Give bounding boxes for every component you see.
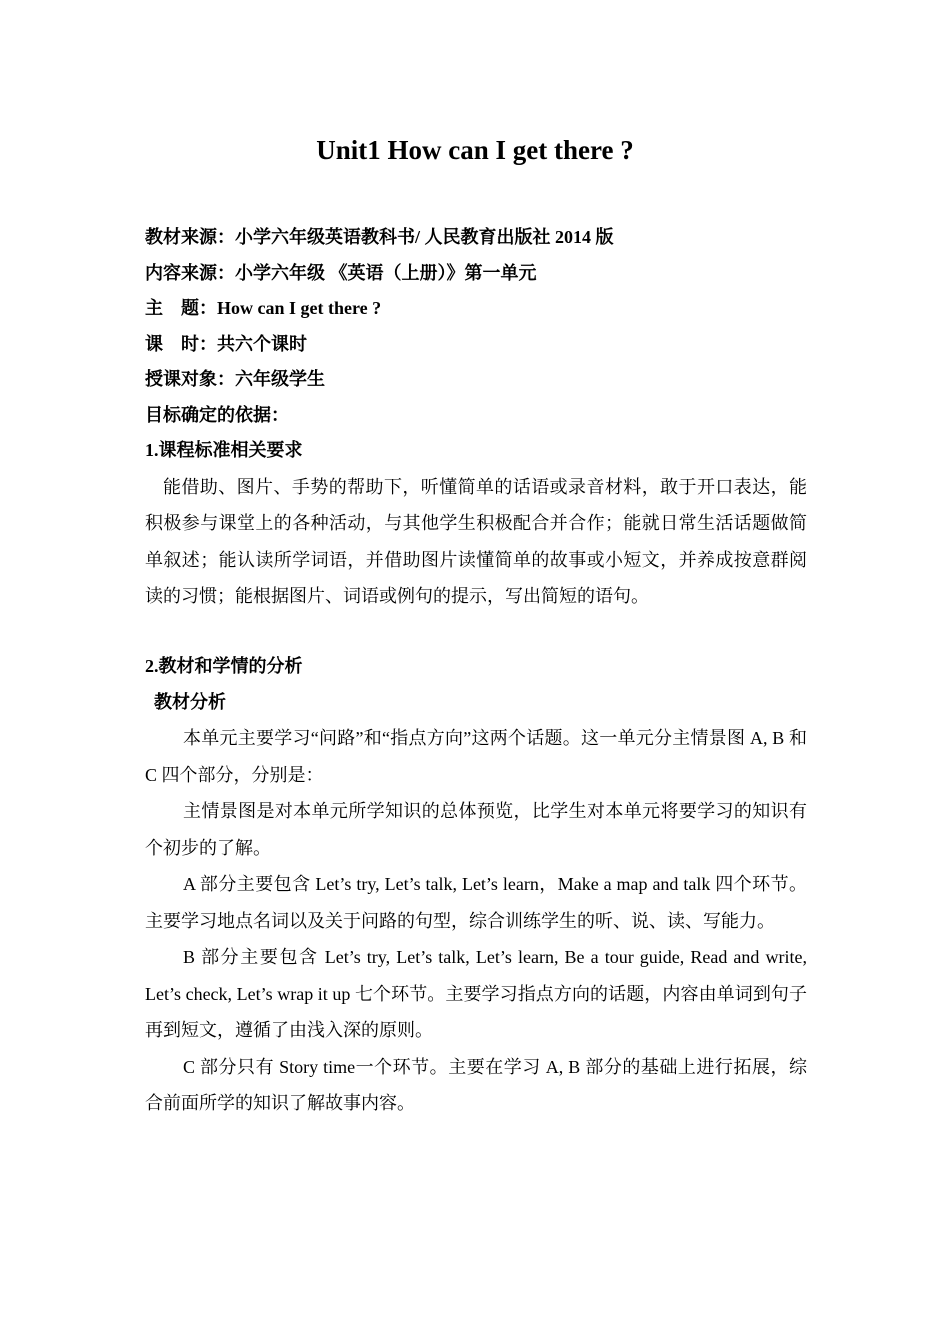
meta-textbook-source <box>145 220 807 256</box>
document-title: Unit1 How can I get there ? <box>316 135 634 165</box>
meta-topic <box>145 291 807 327</box>
section2-paragraph-part-a: A 部分主要包含 Let’s try, Let’s talk, Let’s learn，Make a map and talk 四个环节。主要学习地点名词以及关于问路的句型，综合训练学生的听、说、读、写能力。 <box>145 874 807 931</box>
meta-audience <box>145 362 807 398</box>
meta-value: 小学六年级 《英语（上册）》第一单元 <box>235 262 537 283</box>
meta-value: How can I get there ? <box>217 298 382 318</box>
section2-paragraph-intro: 本单元主要学习“问路”和“指点方向”这两个话题。这一单元分主情景图 A, B 和 C 四个部分，分别是： <box>145 728 807 785</box>
meta-content-source <box>145 256 807 292</box>
basis-heading: 目标确定的依据： <box>145 404 289 425</box>
meta-key: 授课对象： <box>145 369 235 389</box>
meta-key: 教材来源： <box>145 227 235 247</box>
section1-paragraph: 能借助、图片、手势的帮助下，听懂简单的话语或录音材料，敢于开口表达，能积极参与课堂上的各种活动，与其他学生积极配合并合作；能就日常生活话题做简单叙述；能认读所学词语，并借助图片读懂简单的故事或小短文，并养成按意群阅读的习惯；能根据图片、词语或例句的提示，写出简短的语句。 <box>145 476 807 606</box>
meta-key: 课 时： <box>145 333 217 354</box>
section2-paragraph-part-c: C 部分只有 Story time一个环节。主要在学习 A, B 部分的基础上进行拓展，综合前面所学的知识了解故事内容。 <box>145 1056 807 1113</box>
meta-key: 主 题： <box>145 298 217 318</box>
document-body <box>145 220 807 1122</box>
meta-key: 内容来源： <box>145 262 235 283</box>
meta-value: 小学六年级英语教科书/ 人民教育出版社 2014 版 <box>235 227 614 247</box>
meta-periods <box>145 327 807 363</box>
section2-subheading: 教材分析 <box>154 692 226 712</box>
section2-paragraph-main-scene: 主情景图是对本单元所学知识的总体预览，比学生对本单元将要学习的知识有个初步的了解。 <box>145 801 807 858</box>
section1-heading: 1.课程标准相关要求 <box>145 440 303 460</box>
section2-heading: 2.教材和学情的分析 <box>145 655 303 676</box>
meta-value: 六年级学生 <box>235 369 325 389</box>
meta-value: 共六个课时 <box>217 333 307 354</box>
section2-paragraph-part-b: B 部分主要包含 Let’s try, Let’s talk, Let’s learn, Be a tour guide, Read and write, Let’s check, Let’s wrap it up 七个环节。主要学习指点方向的话题，内容由单词到句子再到短文，遵循了由浅入深的原则。 <box>145 947 807 1040</box>
section-gap <box>145 615 807 649</box>
